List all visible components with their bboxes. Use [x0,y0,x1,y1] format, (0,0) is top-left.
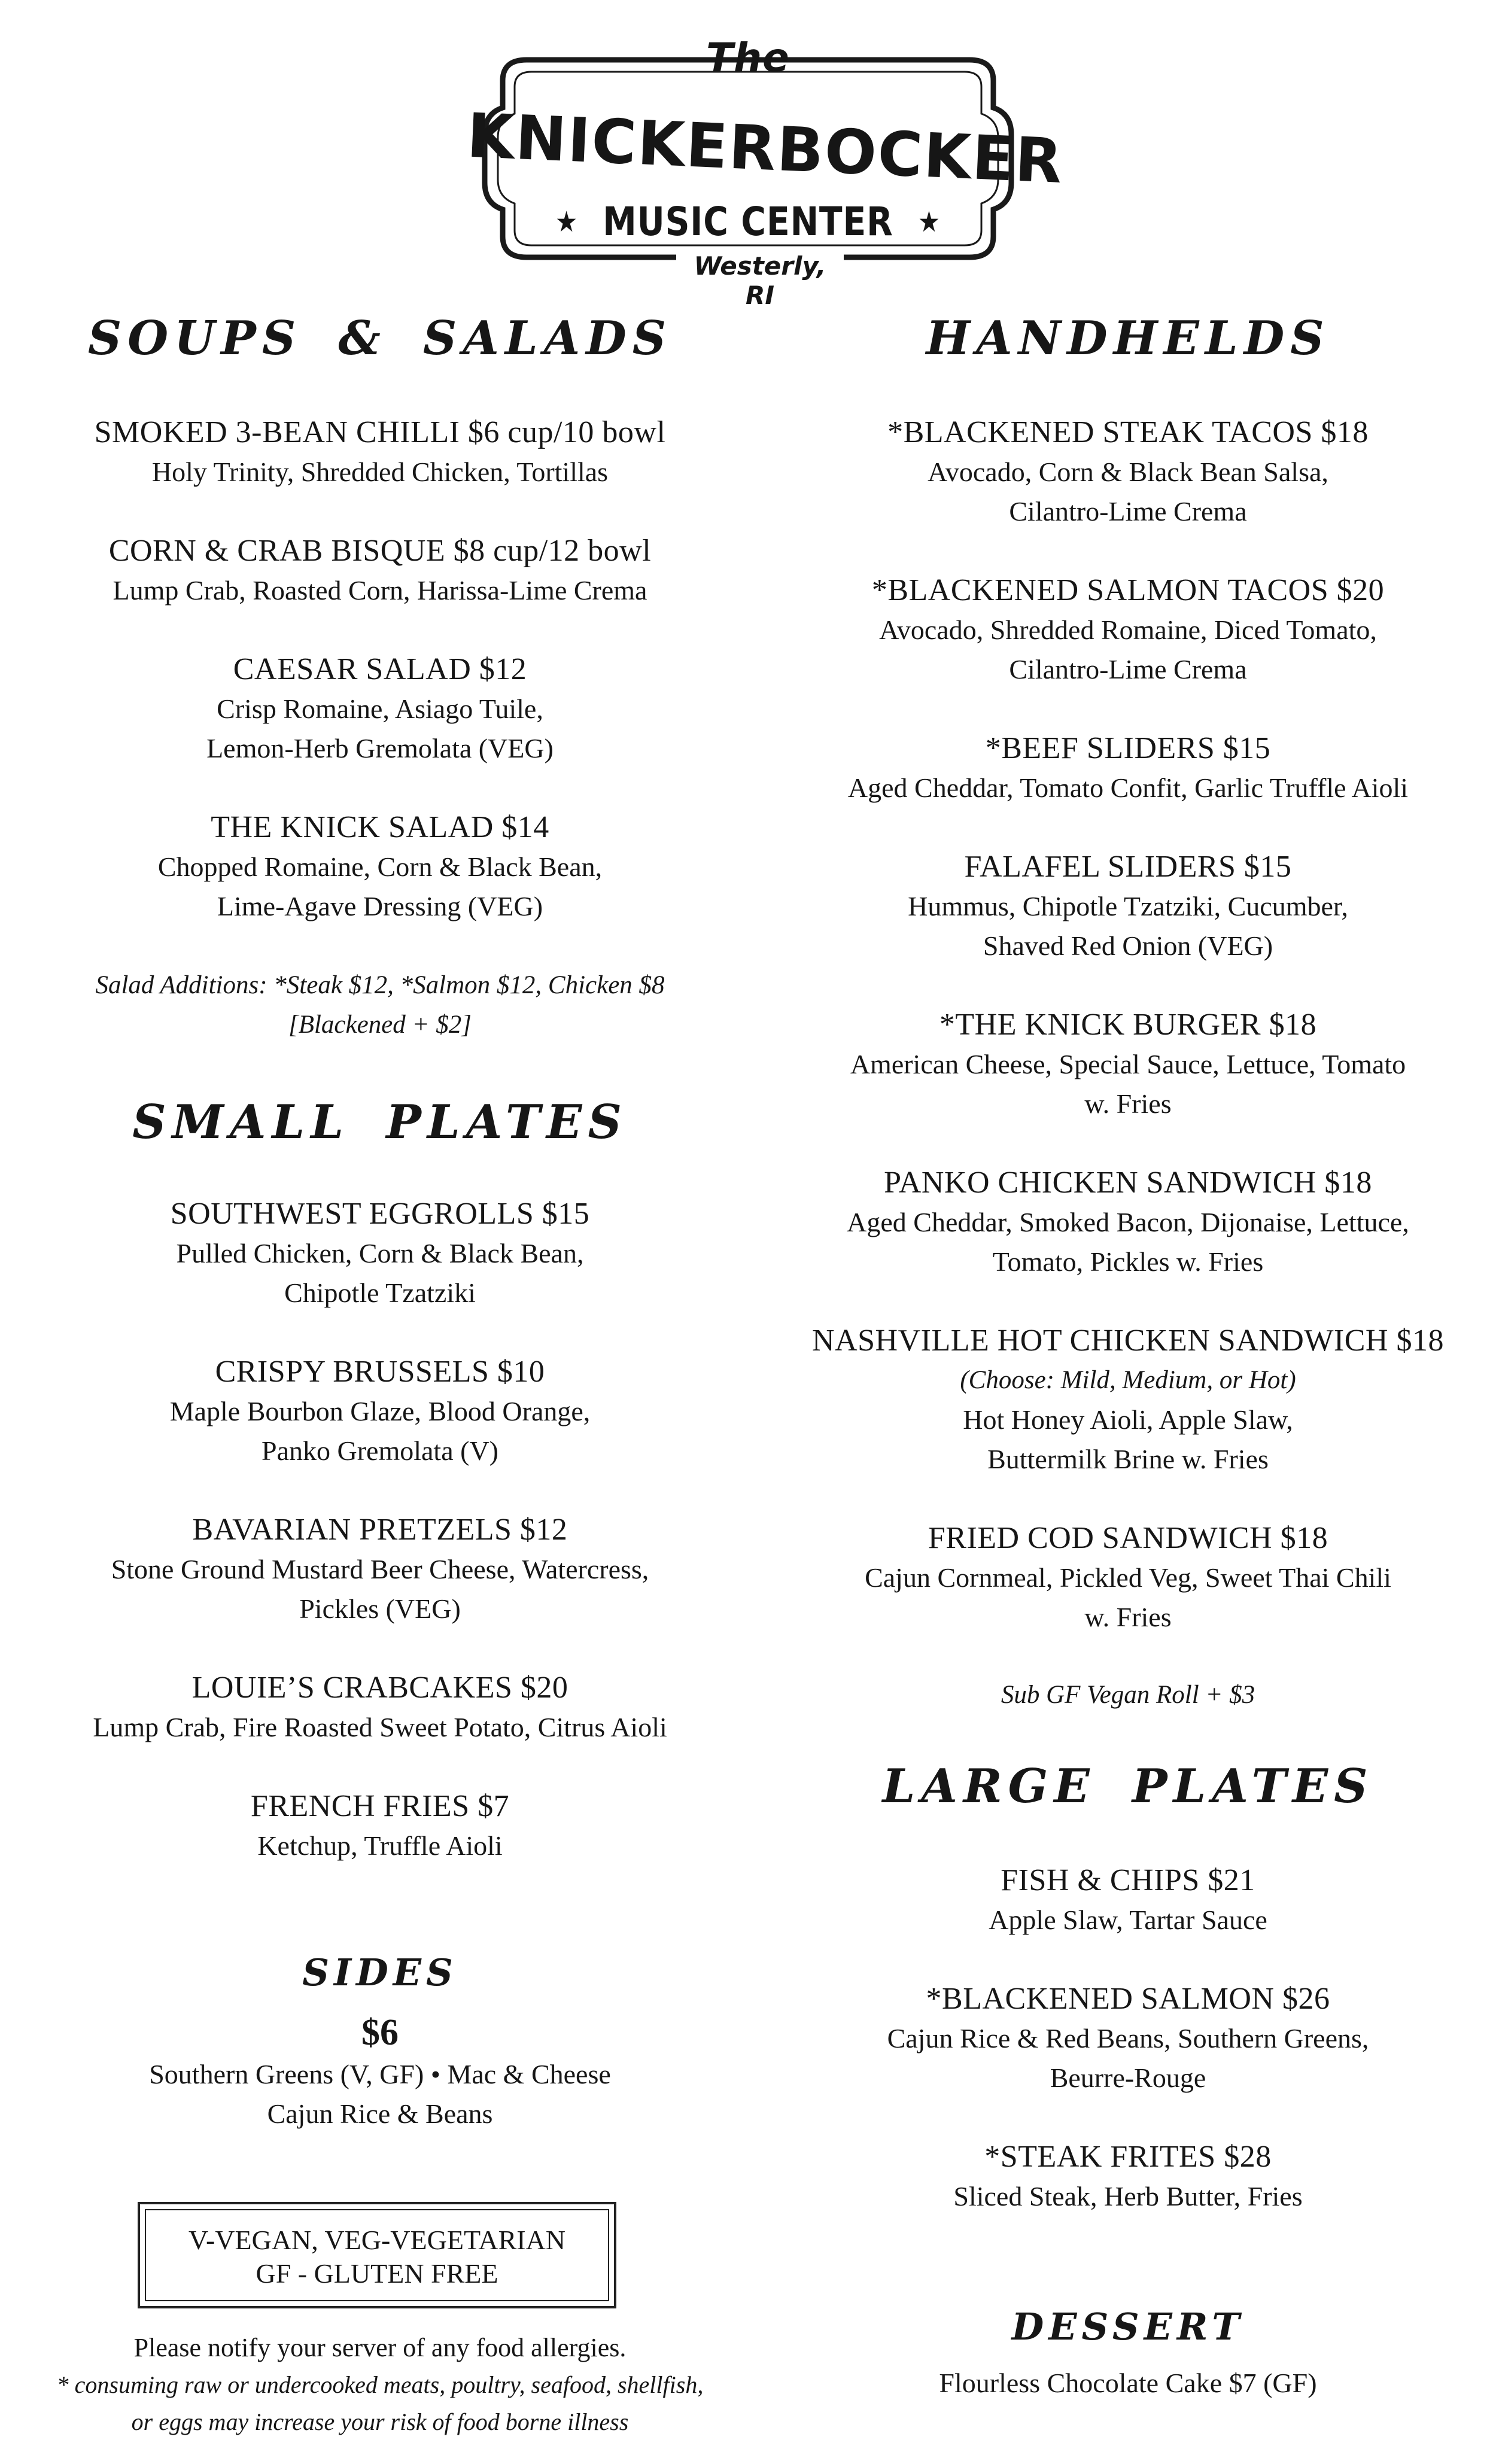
item-name: *BLACKENED STEAK TACOS $18 [887,415,1369,449]
menu-item [766,729,1490,808]
large-plates-heading: LARGE PLATES [882,1759,1374,1814]
menu-item [766,413,1490,531]
item-description: Hot Honey Aioli, Apple Slaw, [963,1404,1293,1435]
item-description: Cajun Cornmeal, Pickled Veg, Sweet Thai Chili [865,1562,1391,1593]
star-icon: ★ [918,205,941,239]
item-description: Buttermilk Brine w. Fries [987,1444,1269,1474]
item-description: Cilantro-Lime Crema [1009,496,1247,527]
menu-item [766,1005,1490,1124]
dietary-legend-box [138,2202,616,2308]
handhelds-heading: HANDHELDS [926,311,1330,366]
legend-line: GF - GLUTEN FREE [256,2258,498,2289]
menu-item [18,531,742,610]
salad-additions-note [18,966,742,1045]
logo [465,24,1065,310]
item-name: *THE KNICK BURGER $18 [939,1008,1317,1042]
item-description: Lump Crab, Roasted Corn, Harissa-Lime Crema [112,575,647,606]
item-name: FISH & CHIPS $21 [1001,1863,1255,1897]
menu-item [766,1861,1490,1940]
item-description: Stone Ground Mustard Beer Cheese, Watercress, [111,1554,649,1584]
item-description: Shaved Red Onion (VEG) [983,930,1273,961]
item-description: Chopped Romaine, Corn & Black Bean, [157,851,603,882]
soups-salads-heading: SOUPS & SALADS [87,311,673,366]
item-description: Lump Crab, Fire Roasted Sweet Potato, Citrus Aioli [93,1712,667,1742]
menu-item [18,1510,742,1629]
item-description: Panko Gremolata (V) [262,1435,498,1466]
menu-item [18,413,742,492]
menu-item [18,1668,742,1747]
menu-item [18,1194,742,1313]
menu-item [766,1979,1490,2098]
note-line: [Blackened + $2] [288,1011,472,1039]
menu-item [766,1519,1490,1637]
item-name: THE KNICK SALAD $14 [211,810,549,844]
item-description: w. Fries [1084,1088,1172,1119]
item-name: FRENCH FRIES $7 [250,1789,510,1823]
item-description: Cajun Rice & Red Beans, Southern Greens, [887,2023,1369,2054]
item-description: Flourless Chocolate Cake $7 (GF) [939,2368,1317,2398]
note-line: Salad Additions: *Steak $12, *Salmon $12, Chicken $8 [95,971,665,999]
item-name: LOUIE’S CRABCAKES $20 [191,1671,568,1705]
sides-block [18,2010,742,2134]
logo-wordmark: KNICKERBOCKER [465,100,1065,197]
item-description: Ketchup, Truffle Aioli [257,1830,503,1861]
item-description: Avocado, Corn & Black Bean Salsa, [928,457,1328,487]
sides-price: $6 [361,2012,399,2053]
item-description: Avocado, Shredded Romaine, Diced Tomato, [879,615,1377,645]
allergy-notice: Please notify your server of any food allergies. [133,2333,627,2362]
item-description: Crisp Romaine, Asiago Tuile, [217,693,543,724]
item-name: *STEAK FRITES $28 [984,2140,1272,2174]
menu-item [18,1787,742,1866]
sides-line: Cajun Rice & Beans [267,2098,493,2129]
item-name: CORN & CRAB BISQUE $8 cup/12 bowl [108,534,652,568]
item-name: SOUTHWEST EGGROLLS $15 [170,1197,590,1231]
sides-heading: SIDES [302,1951,458,1994]
item-description: Apple Slaw, Tartar Sauce [989,1905,1267,1935]
item-name: BAVARIAN PRETZELS $12 [192,1513,568,1547]
menu-item [18,1352,742,1471]
item-description: Pickles (VEG) [299,1593,461,1624]
item-description: Lemon-Herb Gremolata (VEG) [206,733,554,763]
item-description: Sliced Steak, Herb Butter, Fries [953,2181,1303,2211]
menu-item [18,808,742,926]
item-name: *BEEF SLIDERS $15 [985,731,1271,765]
small-plates-heading: SMALL PLATES [132,1095,628,1149]
item-name: CRISPY BRUSSELS $10 [215,1355,545,1389]
item-description: Beurre-Rouge [1050,2063,1206,2093]
menu-item [766,1163,1490,1282]
item-description: Maple Bourbon Glaze, Blood Orange, [169,1396,591,1426]
logo-the-text: The [706,35,790,81]
menu-item [766,2363,1490,2403]
item-description: Cilantro-Lime Crema [1009,654,1247,685]
sides-line: Southern Greens (V, GF) • Mac & Cheese [149,2059,611,2089]
item-description: Aged Cheddar, Smoked Bacon, Dijonaise, Lettuce, [847,1207,1409,1237]
consumption-warning: or eggs may increase your risk of food borne illness [131,2408,629,2435]
item-name: PANKO CHICKEN SANDWICH $18 [884,1166,1372,1200]
dessert-heading: DESSERT [1011,2305,1245,2349]
menu-item [766,1321,1490,1479]
logo-subtitle-text: MUSIC CENTER [603,199,893,245]
item-name: *BLACKENED SALMON TACOS $20 [871,573,1385,607]
item-description: Chipotle Tzatziki [284,1277,476,1308]
menu-item [766,2137,1490,2216]
note-line: Sub GF Vegan Roll + $3 [1001,1681,1255,1709]
item-name: FRIED COD SANDWICH $18 [928,1521,1328,1555]
consumption-warning: * consuming raw or undercooked meats, poultry, seafood, shellfish, [56,2371,704,2398]
item-description: w. Fries [1084,1602,1172,1632]
item-description: Holy Trinity, Shredded Chicken, Tortillas [151,457,609,487]
logo-location: Westerly, RI [676,251,844,310]
item-name: NASHVILLE HOT CHICKEN SANDWICH $18 [812,1324,1444,1358]
item-name: SMOKED 3-BEAN CHILLI $6 cup/10 bowl [94,415,666,449]
logo-subtitle [506,199,990,245]
menu-item [18,650,742,768]
item-description: Aged Cheddar, Tomato Confit, Garlic Truffle Aioli [847,772,1409,803]
menu-item [766,571,1490,689]
item-description: Pulled Chicken, Corn & Black Bean, [176,1238,584,1268]
item-name: CAESAR SALAD $12 [233,652,527,686]
star-icon: ★ [555,205,578,239]
item-description: Hummus, Chipotle Tzatziki, Cucumber, [908,891,1348,921]
item-description: American Cheese, Special Sauce, Lettuce, Tomato [850,1049,1406,1079]
item-name: FALAFEL SLIDERS $15 [964,850,1292,884]
menu-item [766,847,1490,966]
item-description: Lime-Agave Dressing (VEG) [217,891,543,921]
item-note: (Choose: Mild, Medium, or Hot) [960,1366,1296,1394]
item-description: Tomato, Pickles w. Fries [992,1246,1264,1277]
sub-note [766,1675,1490,1715]
allergy-footer [18,2329,742,2441]
item-name: *BLACKENED SALMON $26 [926,1982,1330,2016]
legend-line: V-VEGAN, VEG-VEGETARIAN [188,2225,566,2255]
